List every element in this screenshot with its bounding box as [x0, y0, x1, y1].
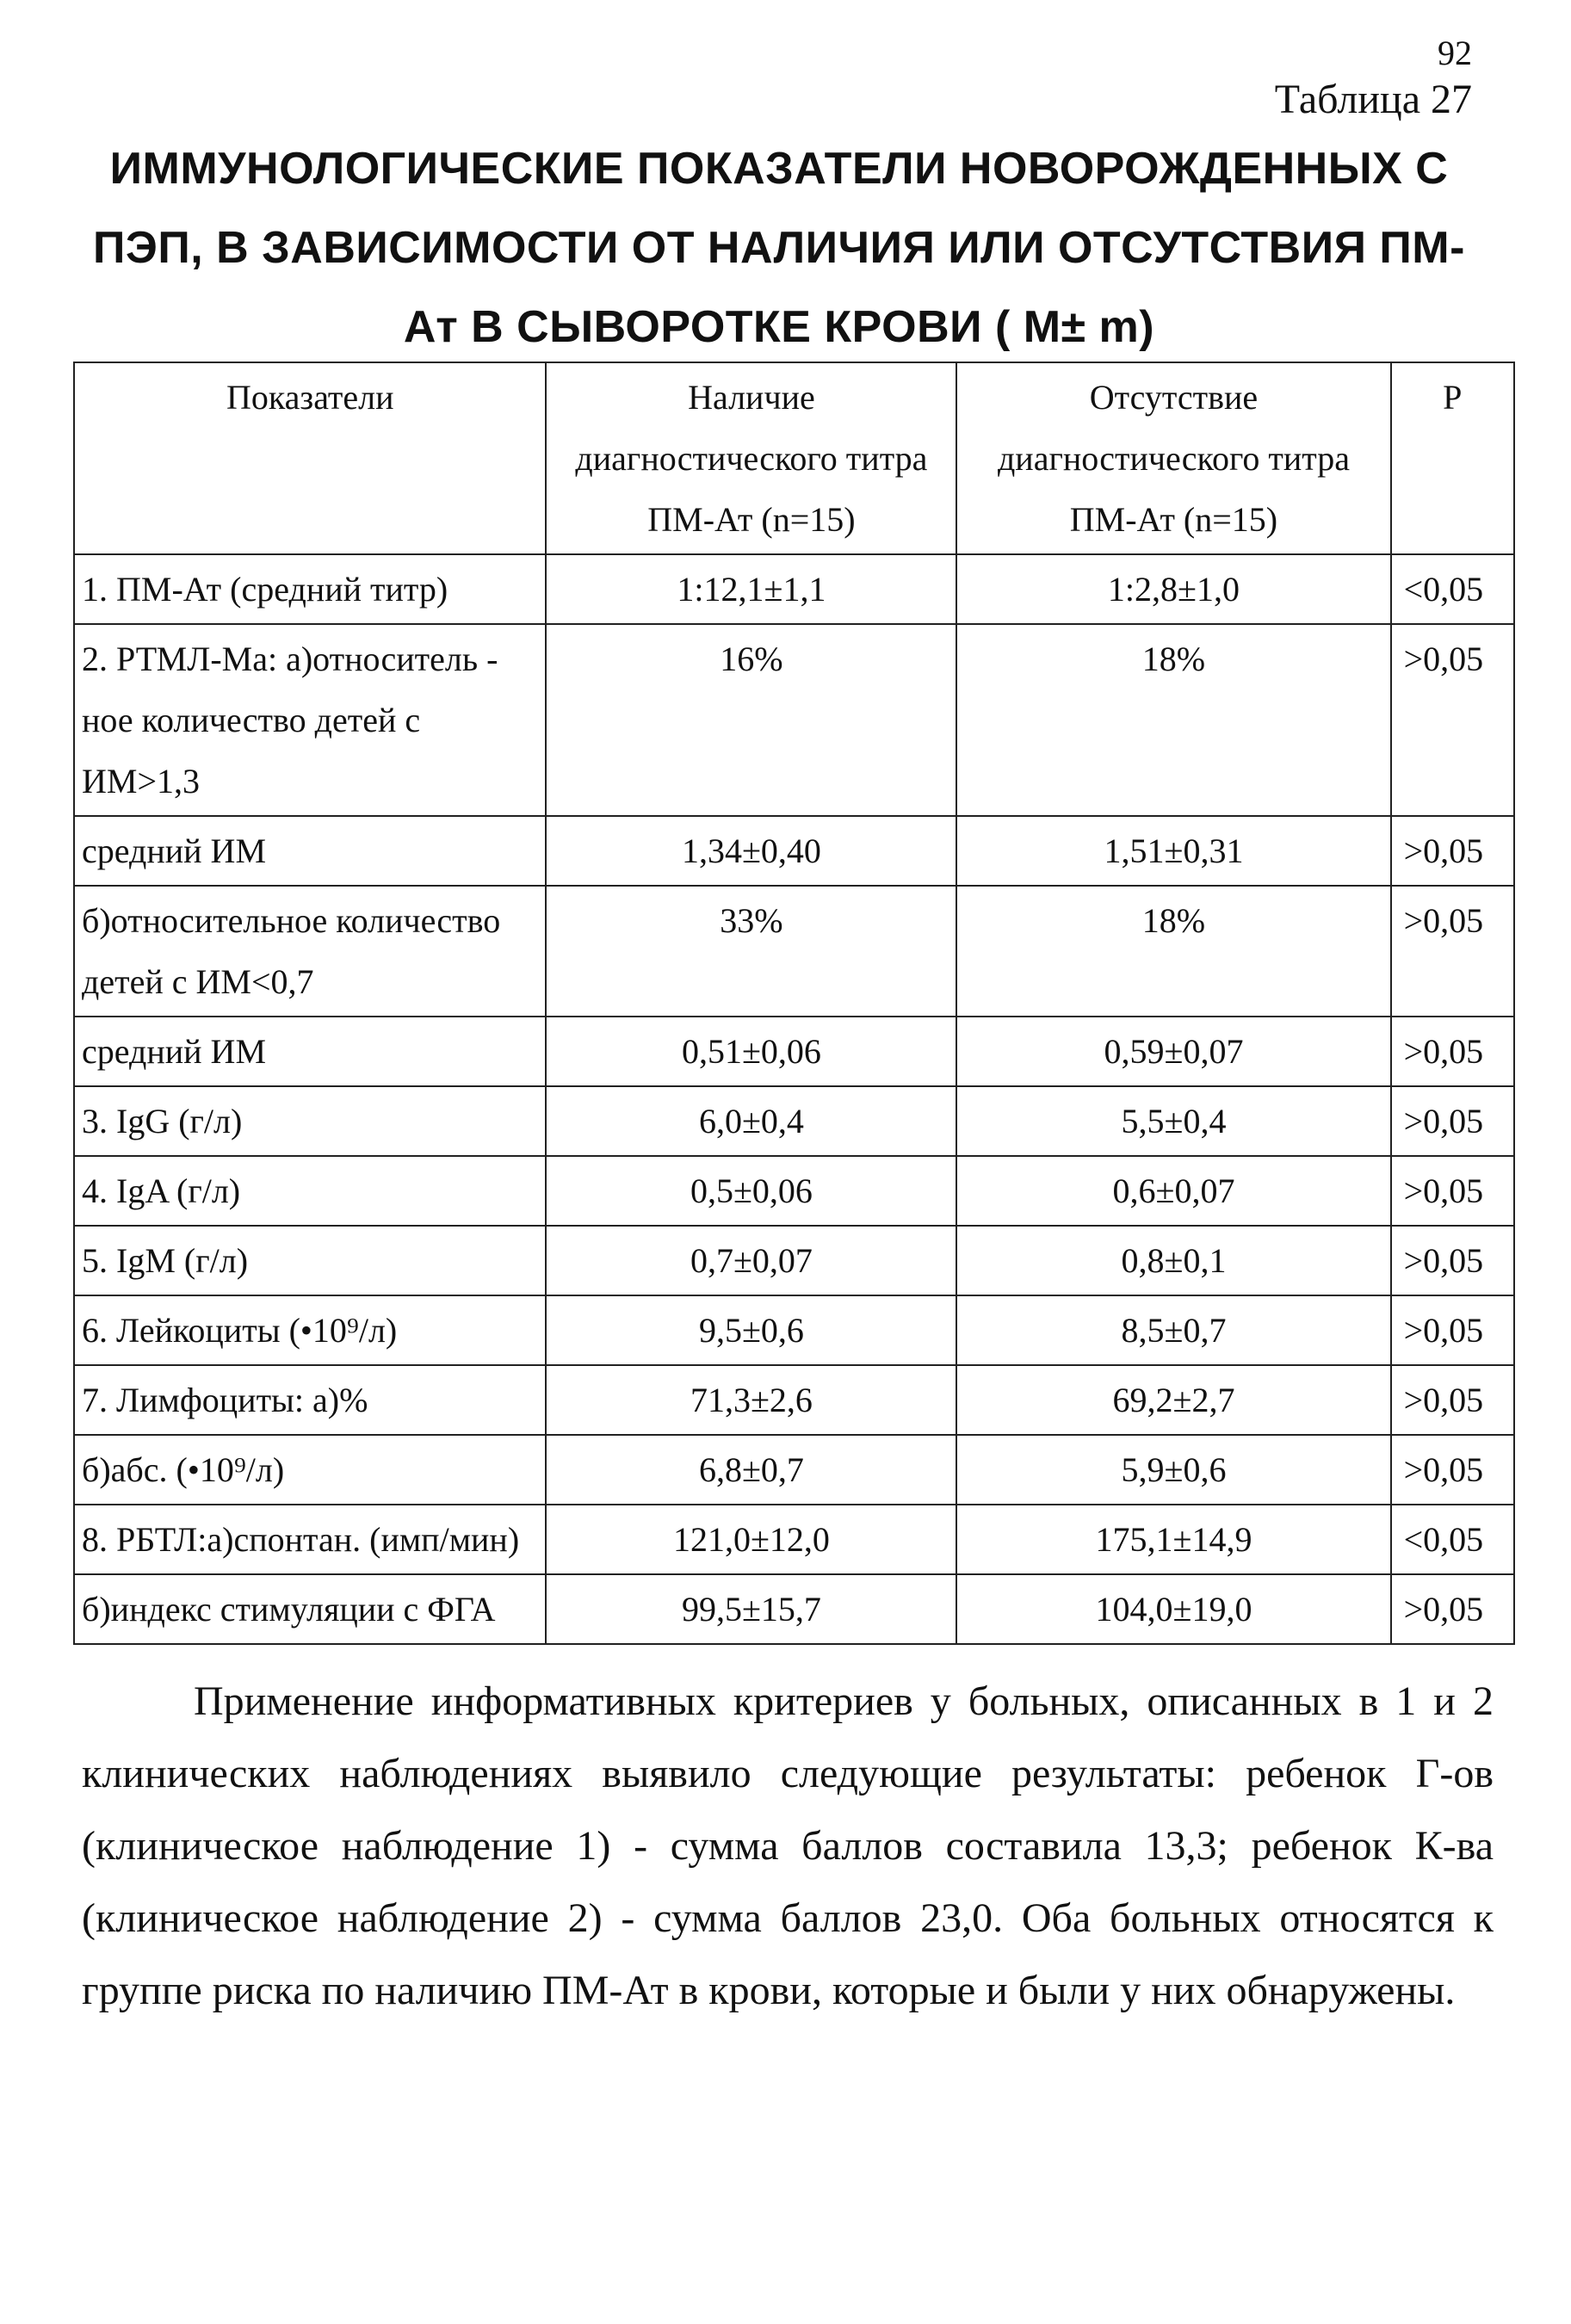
- table-header-row: [74, 362, 1514, 554]
- table-body: [74, 554, 1514, 1644]
- titer-present-cell: 0,7±0,07: [546, 1226, 956, 1295]
- titer-present-cell: 0,5±0,06: [546, 1156, 956, 1226]
- titer-absent-cell: 0,59±0,07: [956, 1017, 1390, 1086]
- p-value-cell: <0,05: [1391, 1505, 1514, 1574]
- indicator-cell: 8. РБТЛ:а)спонтан. (имп/мин): [74, 1505, 546, 1574]
- titer-present-cell: 6,8±0,7: [546, 1435, 956, 1505]
- table-row: [74, 1017, 1514, 1086]
- titer-absent-cell: 1,51±0,31: [956, 816, 1390, 886]
- titer-present-cell: 9,5±0,6: [546, 1295, 956, 1365]
- table-row: [74, 1574, 1514, 1644]
- page-number: 92: [1438, 34, 1472, 72]
- indicator-cell: 5. IgM (г/л): [74, 1226, 546, 1295]
- indicator-cell: средний ИМ: [74, 1017, 546, 1086]
- titer-present-cell: 16%: [546, 624, 956, 816]
- table-row: [74, 624, 1514, 816]
- indicator-cell: 3. IgG (г/л): [74, 1086, 546, 1156]
- titer-absent-cell: 1:2,8±1,0: [956, 554, 1390, 624]
- indicator-cell: 4. IgA (г/л): [74, 1156, 546, 1226]
- table-row: [74, 1295, 1514, 1365]
- table-row: [74, 816, 1514, 886]
- title-line: Ат В СЫВОРОТКЕ КРОВИ ( М± m): [403, 302, 1155, 352]
- titer-absent-cell: 0,8±0,1: [956, 1226, 1390, 1295]
- table-row: [74, 1226, 1514, 1295]
- p-value-cell: >0,05: [1391, 816, 1514, 886]
- p-value-cell: >0,05: [1391, 1435, 1514, 1505]
- p-value-cell: >0,05: [1391, 1086, 1514, 1156]
- header-p: P: [1391, 362, 1514, 554]
- titer-absent-cell: 104,0±19,0: [956, 1574, 1390, 1644]
- p-value-cell: >0,05: [1391, 624, 1514, 816]
- p-value-cell: >0,05: [1391, 1226, 1514, 1295]
- title-line: ИММУНОЛОГИЧЕСКИЕ ПОКАЗАТЕЛИ НОВОРОЖДЕННЫХ С: [109, 144, 1449, 194]
- table-row: [74, 886, 1514, 1017]
- indicator-cell: средний ИМ: [74, 816, 546, 886]
- table-row: [74, 554, 1514, 624]
- p-value-cell: >0,05: [1391, 1365, 1514, 1435]
- table-row: [74, 1505, 1514, 1574]
- titer-present-cell: 99,5±15,7: [546, 1574, 956, 1644]
- p-value-cell: >0,05: [1391, 1156, 1514, 1226]
- paragraph-text: Применение информативных критериев у больных, описанных в 1 и 2 клинических наблюдениях выявило следующие результаты: ребенок Г-ов (клиническое наблюдение 1) - сумма баллов составила 13,3; ребенок К-ва (клиническое наблюдение 2) - сумма баллов 23,0. Оба больных относятся к группе риска по наличию ПМ-Ат в крови, которые и были у них обнаружены.: [82, 1678, 1494, 2013]
- titer-absent-cell: 18%: [956, 886, 1390, 1017]
- titer-absent-cell: 5,5±0,4: [956, 1086, 1390, 1156]
- indicator-cell: 7. Лимфоциты: а)%: [74, 1365, 546, 1435]
- header-indicators: Показатели: [74, 362, 546, 554]
- header-titer-present: Наличие диагностического титра ПМ-Ат (n=15): [546, 362, 956, 554]
- titer-present-cell: 1,34±0,40: [546, 816, 956, 886]
- indicator-cell: б)абс. (•10⁹/л): [74, 1435, 546, 1505]
- p-value-cell: >0,05: [1391, 886, 1514, 1017]
- p-value-cell: >0,05: [1391, 1295, 1514, 1365]
- titer-present-cell: 6,0±0,4: [546, 1086, 956, 1156]
- table-row: [74, 1086, 1514, 1156]
- table-row: [74, 1156, 1514, 1226]
- table-title: [73, 129, 1485, 367]
- titer-absent-cell: 69,2±2,7: [956, 1365, 1390, 1435]
- table-row: [74, 1435, 1514, 1505]
- titer-present-cell: 121,0±12,0: [546, 1505, 956, 1574]
- indicator-cell: б)индекс стимуляции с ФГА: [74, 1574, 546, 1644]
- table-row: [74, 1365, 1514, 1435]
- titer-absent-cell: 0,6±0,07: [956, 1156, 1390, 1226]
- indicator-cell: 1. ПМ-Ат (средний титр): [74, 554, 546, 624]
- title-line: ПЭП, В ЗАВИСИМОСТИ ОТ НАЛИЧИЯ ИЛИ ОТСУТСТВИЯ ПМ-: [93, 223, 1465, 273]
- titer-present-cell: 0,51±0,06: [546, 1017, 956, 1086]
- titer-present-cell: 33%: [546, 886, 956, 1017]
- titer-present-cell: 71,3±2,6: [546, 1365, 956, 1435]
- p-value-cell: <0,05: [1391, 554, 1514, 624]
- header-titer-absent: Отсутствие диагностического титра ПМ-Ат (n=15): [956, 362, 1390, 554]
- data-table: [73, 362, 1515, 1645]
- titer-absent-cell: 5,9±0,6: [956, 1435, 1390, 1505]
- titer-absent-cell: 175,1±14,9: [956, 1505, 1390, 1574]
- indicator-cell: 6. Лейкоциты (•10⁹/л): [74, 1295, 546, 1365]
- titer-absent-cell: 8,5±0,7: [956, 1295, 1390, 1365]
- body-paragraph: [82, 1666, 1494, 2027]
- titer-present-cell: 1:12,1±1,1: [546, 554, 956, 624]
- indicator-cell: б)относительное количество детей с ИМ<0,7: [74, 886, 546, 1017]
- p-value-cell: >0,05: [1391, 1574, 1514, 1644]
- table-label: Таблица 27: [1274, 77, 1472, 122]
- titer-absent-cell: 18%: [956, 624, 1390, 816]
- p-value-cell: >0,05: [1391, 1017, 1514, 1086]
- indicator-cell: 2. РТМЛ-Ма: а)относитель - ное количество детей с ИМ>1,3: [74, 624, 546, 816]
